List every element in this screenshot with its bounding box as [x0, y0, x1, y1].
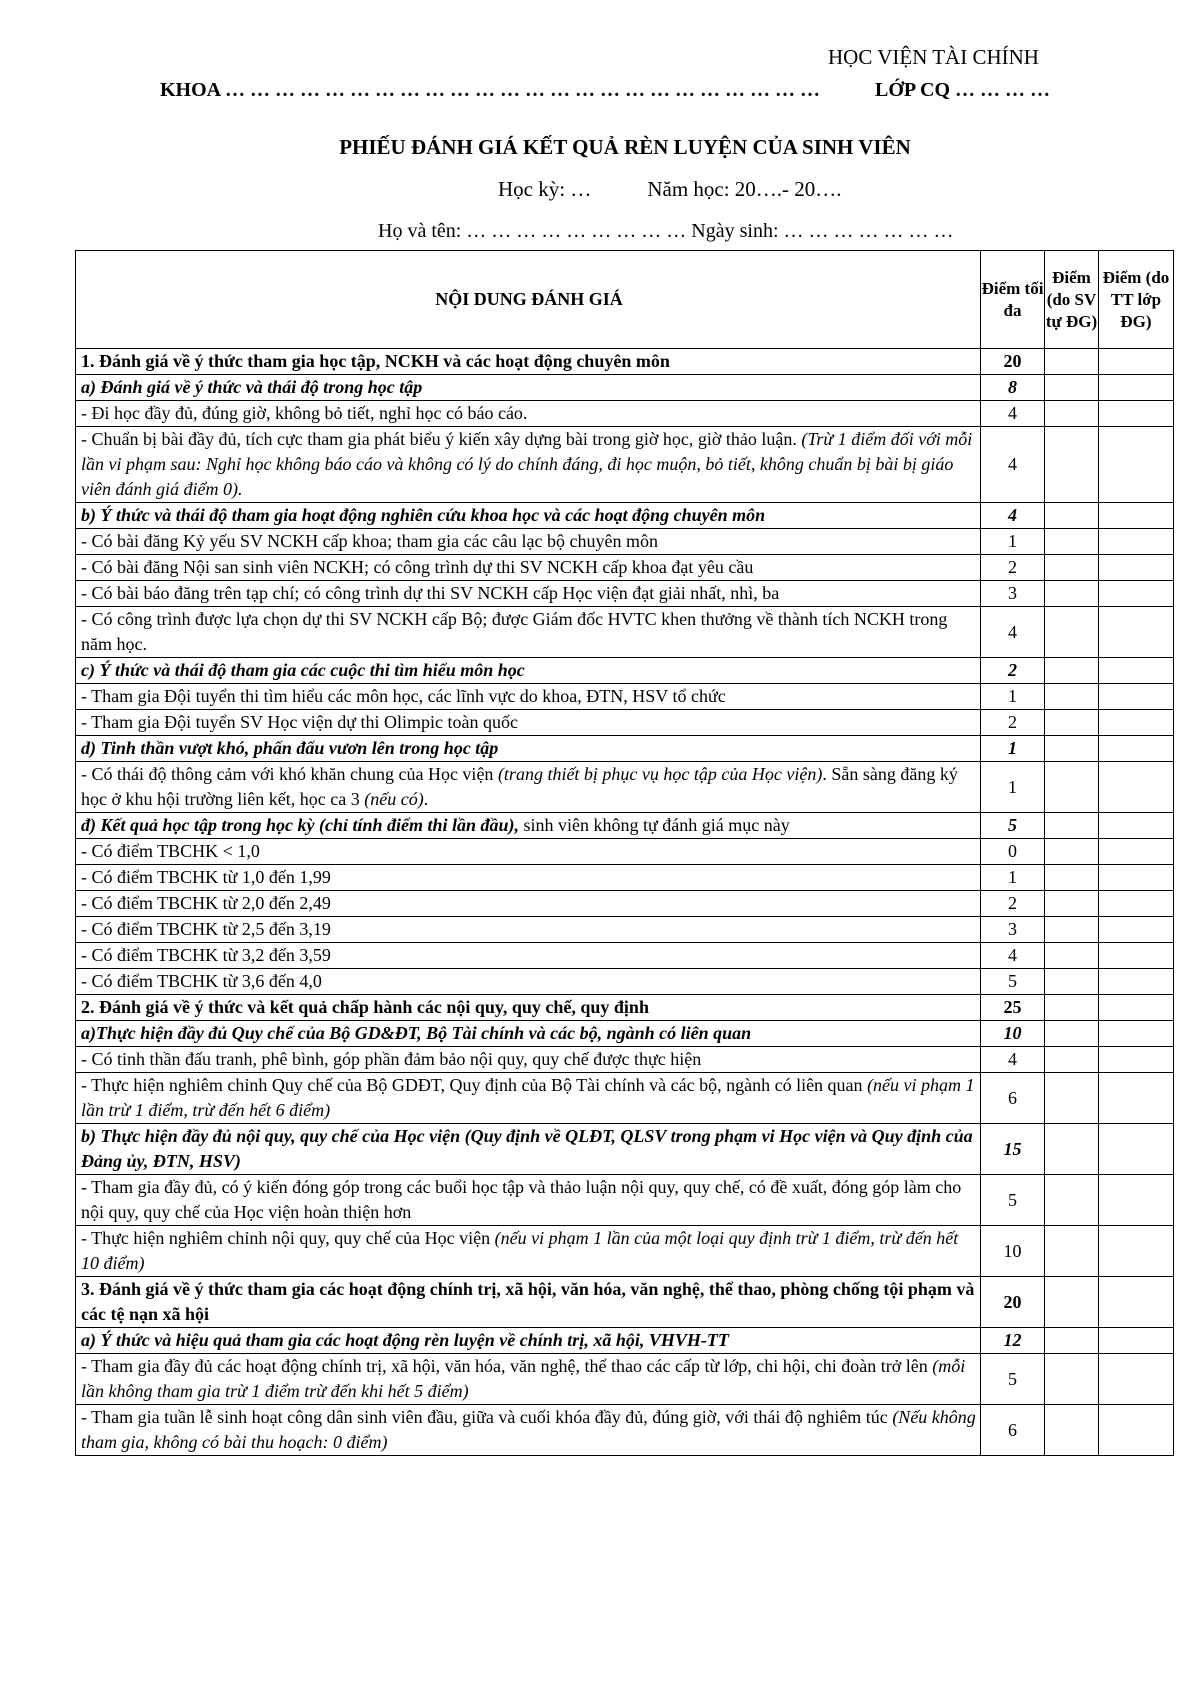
- max-score: 1: [981, 529, 1045, 555]
- class-score-cell[interactable]: [1099, 1277, 1174, 1328]
- max-score: 15: [981, 1124, 1045, 1175]
- criterion-text: - Có bài báo đăng trên tạp chí; có công trình dự thi SV NCKH cấp Học viện đạt giải nhất, nhì, ba: [76, 581, 981, 607]
- self-score-cell[interactable]: [1045, 503, 1099, 529]
- semester-field: Học kỳ: …: [498, 177, 592, 201]
- max-score: 1: [981, 684, 1045, 710]
- criterion-note: (mỗi lần không tham gia trừ 1 điểm trừ đến khi hết 5 điểm): [81, 1356, 966, 1401]
- subsection-heading: a)Thực hiện đầy đủ Quy chế của Bộ GD&ĐT, Bộ Tài chính và các bộ, ngành có liên quan: [76, 1021, 981, 1047]
- faculty-class-line: [160, 79, 1051, 102]
- criterion-cell: [76, 1405, 981, 1456]
- max-score: 5: [981, 1354, 1045, 1405]
- class-score-cell[interactable]: [1099, 658, 1174, 684]
- self-score-cell[interactable]: [1045, 1073, 1099, 1124]
- table-row: [76, 736, 1174, 762]
- class-score-cell[interactable]: [1099, 427, 1174, 503]
- max-score: 4: [981, 401, 1045, 427]
- criterion-text-end: .: [423, 789, 429, 809]
- col-header-content: NỘI DUNG ĐÁNH GIÁ: [76, 251, 981, 349]
- table-row: [76, 684, 1174, 710]
- class-score-cell[interactable]: [1099, 736, 1174, 762]
- self-score-cell[interactable]: [1045, 1047, 1099, 1073]
- class-score-cell[interactable]: [1099, 1226, 1174, 1277]
- class-score-cell[interactable]: [1099, 581, 1174, 607]
- criterion-text: - Có bài đăng Nội san sinh viên NCKH; có công trình dự thi SV NCKH cấp khoa đạt yêu cầu: [76, 555, 981, 581]
- class-score-cell[interactable]: [1099, 1175, 1174, 1226]
- table-row: [76, 1124, 1174, 1175]
- student-info-line: Họ và tên: … … … … … … … … … Ngày sinh: … … … … … … …: [378, 220, 954, 242]
- criterion-cell: [76, 427, 981, 503]
- self-score-cell[interactable]: [1045, 401, 1099, 427]
- criterion-text: - Có điểm TBCHK từ 2,5 đến 3,19: [76, 917, 981, 943]
- self-score-cell[interactable]: [1045, 529, 1099, 555]
- table-row: [76, 503, 1174, 529]
- table-row: [76, 607, 1174, 658]
- subsection-heading: đ) Kết quả học tập trong học kỳ (chỉ tính điểm thi lần đầu),: [81, 815, 520, 835]
- table-row: [76, 813, 1174, 839]
- self-score-cell[interactable]: [1045, 969, 1099, 995]
- class-score-cell[interactable]: [1099, 943, 1174, 969]
- table-row: [76, 658, 1174, 684]
- table-row: [76, 969, 1174, 995]
- table-row: [76, 1277, 1174, 1328]
- criterion-note: (Trừ 1 điểm đối với mỗi lần vi phạm sau: Nghỉ học không báo cáo và không có lý do chính đáng, đi học muộn, bỏ tiết, không chuẩn bị bài bị giáo viên đánh giá điểm 0).: [81, 429, 973, 499]
- max-score: 4: [981, 1047, 1045, 1073]
- max-score: 2: [981, 658, 1045, 684]
- class-score-cell[interactable]: [1099, 1405, 1174, 1456]
- self-score-cell[interactable]: [1045, 1405, 1099, 1456]
- table-header-row: [76, 251, 1174, 349]
- criterion-text: - Có tinh thần đấu tranh, phê bình, góp phần đảm bảo nội quy, quy chế được thực hiện: [76, 1047, 981, 1073]
- criterion-text-continued: . Sẵn sàng đăng ký học ở khu hội trường liên kết, học ca 3: [81, 764, 958, 809]
- table-row: [76, 1328, 1174, 1354]
- self-score-cell[interactable]: [1045, 1124, 1099, 1175]
- self-score-cell[interactable]: [1045, 1226, 1099, 1277]
- class-score-cell[interactable]: [1099, 529, 1174, 555]
- section-heading: 2. Đánh giá về ý thức và kết quả chấp hành các nội quy, quy chế, quy định: [76, 995, 981, 1021]
- class-score-cell[interactable]: [1099, 1021, 1174, 1047]
- faculty-field: KHOA … … … … … … … … … … … … … … … … … … … … … … … …: [160, 79, 821, 101]
- self-score-cell[interactable]: [1045, 762, 1099, 813]
- criterion-text: - Thực hiện nghiêm chỉnh nội quy, quy chế của Học viện: [81, 1228, 495, 1248]
- self-score-cell[interactable]: [1045, 1354, 1099, 1405]
- col-header-max: Điểm tối đa: [981, 251, 1045, 349]
- max-score: 6: [981, 1073, 1045, 1124]
- table-row: [76, 762, 1174, 813]
- class-score-cell[interactable]: [1099, 1047, 1174, 1073]
- criterion-text: - Có công trình được lựa chọn dự thi SV NCKH cấp Bộ; được Giám đốc HVTC khen thưởng về thành tích NCKH trong năm học.: [76, 607, 981, 658]
- table-row: [76, 1175, 1174, 1226]
- form-title: PHIẾU ĐÁNH GIÁ KẾT QUẢ RÈN LUYỆN CỦA SINH VIÊN: [339, 135, 911, 159]
- max-score: 5: [981, 969, 1045, 995]
- class-score-cell[interactable]: [1099, 1124, 1174, 1175]
- class-score-cell[interactable]: [1099, 401, 1174, 427]
- col-header-class: Điểm (do TT lớp ĐG): [1099, 251, 1174, 349]
- max-score: 5: [981, 1175, 1045, 1226]
- table-row: [76, 943, 1174, 969]
- table-row: [76, 1354, 1174, 1405]
- self-score-cell[interactable]: [1045, 813, 1099, 839]
- col-header-self: Điểm (do SV tự ĐG): [1045, 251, 1099, 349]
- section-heading: 1. Đánh giá về ý thức tham gia học tập, NCKH và các hoạt động chuyên môn: [76, 349, 981, 375]
- criterion-text: - Có điểm TBCHK < 1,0: [76, 839, 981, 865]
- criterion-note: (Nếu không tham gia, không có bài thu hoạch: 0 điểm): [81, 1407, 976, 1452]
- class-score-cell[interactable]: [1099, 555, 1174, 581]
- max-score: 4: [981, 943, 1045, 969]
- criterion-text: - Thực hiện nghiêm chỉnh Quy chế của Bộ GDĐT, Quy định của Bộ Tài chính và các bộ, ngành có liên quan: [81, 1075, 868, 1095]
- max-score: 2: [981, 710, 1045, 736]
- max-score: 4: [981, 427, 1045, 503]
- max-score: 1: [981, 762, 1045, 813]
- table-row: [76, 349, 1174, 375]
- max-score: 1: [981, 736, 1045, 762]
- max-score: 10: [981, 1021, 1045, 1047]
- evaluation-table: [75, 250, 1174, 1456]
- section-heading: 3. Đánh giá về ý thức tham gia các hoạt động chính trị, xã hội, văn hóa, văn nghệ, thể thao, phòng chống tội phạm và các tệ nạn xã hội: [76, 1277, 981, 1328]
- criterion-text: - Có điểm TBCHK từ 2,0 đến 2,49: [76, 891, 981, 917]
- criterion-cell: [76, 813, 981, 839]
- criterion-cell: [76, 762, 981, 813]
- max-score: 12: [981, 1328, 1045, 1354]
- table-row: [76, 427, 1174, 503]
- class-score-cell[interactable]: [1099, 865, 1174, 891]
- self-score-cell[interactable]: [1045, 658, 1099, 684]
- class-score-cell[interactable]: [1099, 1073, 1174, 1124]
- table-row: [76, 1405, 1174, 1456]
- class-score-cell[interactable]: [1099, 762, 1174, 813]
- table-row: [76, 891, 1174, 917]
- criterion-text: - Đi học đầy đủ, đúng giờ, không bỏ tiết, nghỉ học có báo cáo.: [76, 401, 981, 427]
- subsection-heading: d) Tinh thần vượt khó, phấn đấu vươn lên trong học tập: [76, 736, 981, 762]
- school-year-field: Năm học: 20….- 20….: [647, 177, 842, 201]
- criterion-text: - Chuẩn bị bài đầy đủ, tích cực tham gia phát biểu ý kiến xây dựng bài trong giờ học, giờ thảo luận.: [81, 429, 802, 449]
- self-score-cell[interactable]: [1045, 1328, 1099, 1354]
- max-score: 4: [981, 503, 1045, 529]
- self-score-cell[interactable]: [1045, 607, 1099, 658]
- self-score-cell[interactable]: [1045, 555, 1099, 581]
- criterion-text: - Có điểm TBCHK từ 1,0 đến 1,99: [76, 865, 981, 891]
- class-score-cell[interactable]: [1099, 969, 1174, 995]
- criterion-cell: [76, 1226, 981, 1277]
- class-score-cell[interactable]: [1099, 375, 1174, 401]
- self-score-cell[interactable]: [1045, 839, 1099, 865]
- class-score-cell[interactable]: [1099, 1328, 1174, 1354]
- table-row: [76, 1021, 1174, 1047]
- max-score: 3: [981, 581, 1045, 607]
- class-field: LỚP CQ … … … …: [875, 79, 1051, 101]
- self-score-cell[interactable]: [1045, 1277, 1099, 1328]
- subsection-heading: c) Ý thức và thái độ tham gia các cuộc thi tìm hiểu môn học: [76, 658, 981, 684]
- self-score-cell[interactable]: [1045, 710, 1099, 736]
- max-score: 3: [981, 917, 1045, 943]
- criterion-text: - Có thái độ thông cảm với khó khăn chung của Học viện: [81, 764, 498, 784]
- subsection-heading: b) Ý thức và thái độ tham gia hoạt động nghiên cứu khoa học và các hoạt động chuyên môn: [76, 503, 981, 529]
- table-row: [76, 581, 1174, 607]
- criterion-text: - Có điểm TBCHK từ 3,2 đến 3,59: [76, 943, 981, 969]
- subsection-heading: b) Thực hiện đầy đủ nội quy, quy chế của Học viện (Quy định về QLĐT, QLSV trong phạm vi Học viện và Quy định của Đảng ủy, ĐTN, HSV): [76, 1124, 981, 1175]
- table-row: [76, 401, 1174, 427]
- self-score-cell[interactable]: [1045, 427, 1099, 503]
- table-row: [76, 375, 1174, 401]
- class-score-cell[interactable]: [1099, 710, 1174, 736]
- class-score-cell[interactable]: [1099, 995, 1174, 1021]
- criterion-text: - Có bài đăng Kỷ yếu SV NCKH cấp khoa; tham gia các câu lạc bộ chuyên môn: [76, 529, 981, 555]
- class-score-cell[interactable]: [1099, 1354, 1174, 1405]
- table-row: [76, 1073, 1174, 1124]
- max-score: 4: [981, 607, 1045, 658]
- max-score: 6: [981, 1405, 1045, 1456]
- criterion-cell: [76, 1073, 981, 1124]
- max-score: 8: [981, 375, 1045, 401]
- class-score-cell[interactable]: [1099, 839, 1174, 865]
- class-score-cell[interactable]: [1099, 813, 1174, 839]
- max-score: 0: [981, 839, 1045, 865]
- criterion-text: sinh viên không tự đánh giá mục này: [519, 815, 790, 835]
- criterion-text: - Tham gia đầy đủ, có ý kiến đóng góp trong các buổi học tập và thảo luận nội quy, quy chế, có đề xuất, đóng góp làm cho nội quy, quy chế của Học viện hoàn thiện hơn: [76, 1175, 981, 1226]
- table-row: [76, 1226, 1174, 1277]
- table-row: [76, 995, 1174, 1021]
- criterion-text: - Tham gia Đội tuyển thi tìm hiểu các môn học, các lĩnh vực do khoa, ĐTN, HSV tổ chức: [76, 684, 981, 710]
- class-score-cell[interactable]: [1099, 917, 1174, 943]
- criterion-text: - Tham gia đầy đủ các hoạt động chính trị, xã hội, văn hóa, văn nghệ, thể thao các cấp từ lớp, chi hội, chi đoàn trở lên: [81, 1356, 933, 1376]
- self-score-cell[interactable]: [1045, 736, 1099, 762]
- self-score-cell[interactable]: [1045, 943, 1099, 969]
- table-row: [76, 839, 1174, 865]
- self-score-cell[interactable]: [1045, 375, 1099, 401]
- self-score-cell[interactable]: [1045, 865, 1099, 891]
- criterion-cell: [76, 1354, 981, 1405]
- class-score-cell[interactable]: [1099, 684, 1174, 710]
- self-score-cell[interactable]: [1045, 891, 1099, 917]
- subsection-heading: a) Ý thức và hiệu quả tham gia các hoạt động rèn luyện về chính trị, xã hội, VHVH-TT: [76, 1328, 981, 1354]
- self-score-cell[interactable]: [1045, 995, 1099, 1021]
- max-score: 2: [981, 891, 1045, 917]
- criterion-note: (trang thiết bị phục vụ học tập của Học viện): [497, 764, 823, 784]
- class-score-cell[interactable]: [1099, 349, 1174, 375]
- subsection-heading: a) Đánh giá về ý thức và thái độ trong học tập: [76, 375, 981, 401]
- table-row: [76, 710, 1174, 736]
- table-row: [76, 555, 1174, 581]
- self-score-cell[interactable]: [1045, 1175, 1099, 1226]
- self-score-cell[interactable]: [1045, 1021, 1099, 1047]
- table-row: [76, 917, 1174, 943]
- self-score-cell[interactable]: [1045, 349, 1099, 375]
- class-score-cell[interactable]: [1099, 503, 1174, 529]
- criterion-note: (nếu vi phạm 1 lần của một loại quy định trừ 1 điểm, trừ đến hết 10 điểm): [81, 1228, 959, 1273]
- institution-name: HỌC VIỆN TÀI CHÍNH: [828, 45, 1039, 69]
- class-score-cell[interactable]: [1099, 891, 1174, 917]
- max-score: 2: [981, 555, 1045, 581]
- semester-line: [498, 177, 842, 202]
- criterion-note: (nếu vi phạm 1 lần trừ 1 điểm, trừ đến hết 6 điểm): [81, 1075, 975, 1120]
- criterion-text: - Tham gia Đội tuyển SV Học viện dự thi Olimpic toàn quốc: [76, 710, 981, 736]
- table-row: [76, 529, 1174, 555]
- max-score: 25: [981, 995, 1045, 1021]
- self-score-cell[interactable]: [1045, 917, 1099, 943]
- criterion-text: - Tham gia tuần lễ sinh hoạt công dân sinh viên đầu, giữa và cuối khóa đầy đủ, đúng giờ, với thái độ nghiêm túc: [81, 1407, 893, 1427]
- table-row: [76, 865, 1174, 891]
- class-score-cell[interactable]: [1099, 607, 1174, 658]
- max-score: 20: [981, 1277, 1045, 1328]
- max-score: 20: [981, 349, 1045, 375]
- self-score-cell[interactable]: [1045, 684, 1099, 710]
- self-score-cell[interactable]: [1045, 581, 1099, 607]
- max-score: 5: [981, 813, 1045, 839]
- table-row: [76, 1047, 1174, 1073]
- criterion-text: - Có điểm TBCHK từ 3,6 đến 4,0: [76, 969, 981, 995]
- max-score: 10: [981, 1226, 1045, 1277]
- max-score: 1: [981, 865, 1045, 891]
- criterion-note: (nếu có): [364, 789, 424, 809]
